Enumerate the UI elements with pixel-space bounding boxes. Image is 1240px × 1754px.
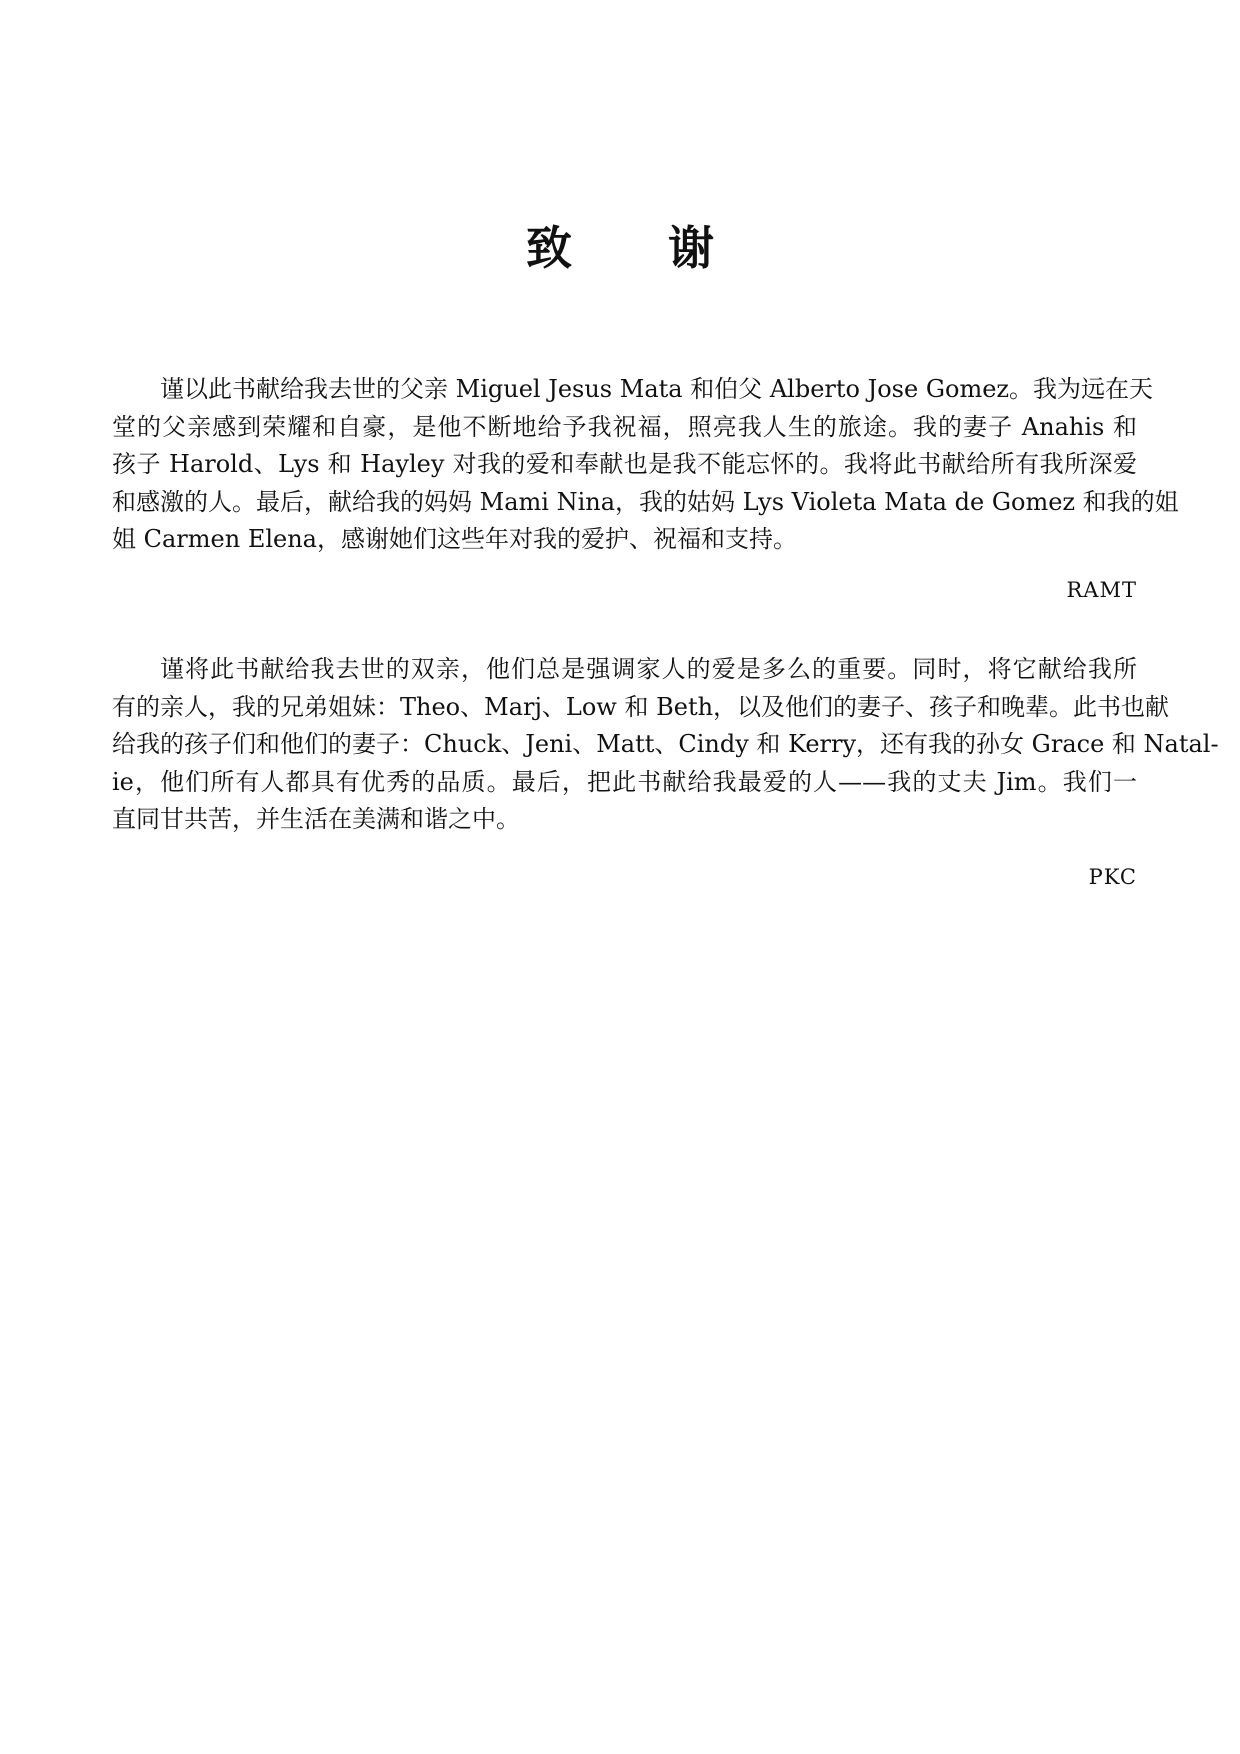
signature-pkc: PKC bbox=[1088, 865, 1137, 889]
dedication-paragraph-1 bbox=[112, 371, 1179, 559]
paragraph-line: 姐 Carmen Elena，感谢她们这些年对我的爱护、祝福和支持。 bbox=[112, 525, 797, 553]
paragraph-line: 谨将此书献给我去世的双亲，他们总是强调家人的爱是多么的重要。同时，将它献给我所 bbox=[160, 655, 1137, 683]
paragraph-line: 堂的父亲感到荣耀和自豪，是他不断地给予我祝福，照亮我人生的旅途。我的妻子 Anahis 和 bbox=[112, 412, 1137, 441]
signature-ramt: RAMT bbox=[1066, 578, 1137, 602]
paragraph-line: 和感激的人。最后，献给我的妈妈 Mami Nina，我的姑妈 Lys Violeta Mata de Gomez 和我的姐 bbox=[112, 487, 1179, 516]
paragraph-line: 给我的孩子们和他们的妻子：Chuck、Jeni、Matt、Cindy 和 Kerry，还有我的孙女 Grace 和 Natal- bbox=[112, 730, 1219, 758]
paragraph-line: 谨以此书献给我去世的父亲 Miguel Jesus Mata 和伯父 Alberto Jose Gomez。我为远在天 bbox=[160, 375, 1154, 403]
paragraph-line: ie，他们所有人都具有优秀的品质。最后，把此书献给我最爱的人——我的丈夫 Jim。我们一 bbox=[112, 767, 1137, 796]
paragraph-line: 孩子 Harold、Lys 和 Hayley 对我的爱和奉献也是我不能忘怀的。我将此书献给所有我所深爱 bbox=[112, 450, 1137, 478]
paragraph-line: 有的亲人，我的兄弟姐妹：Theo、Marj、Low 和 Beth，以及他们的妻子、孩子和晚辈。此书也献 bbox=[112, 692, 1170, 721]
title-char-1: 致 bbox=[525, 221, 572, 275]
title-char-2: 谢 bbox=[668, 221, 714, 275]
page-title bbox=[0, 212, 1240, 278]
paragraph-line: 直同甘共苦，并生活在美满和谐之中。 bbox=[112, 805, 520, 833]
dedication-paragraph-2 bbox=[112, 651, 1219, 839]
